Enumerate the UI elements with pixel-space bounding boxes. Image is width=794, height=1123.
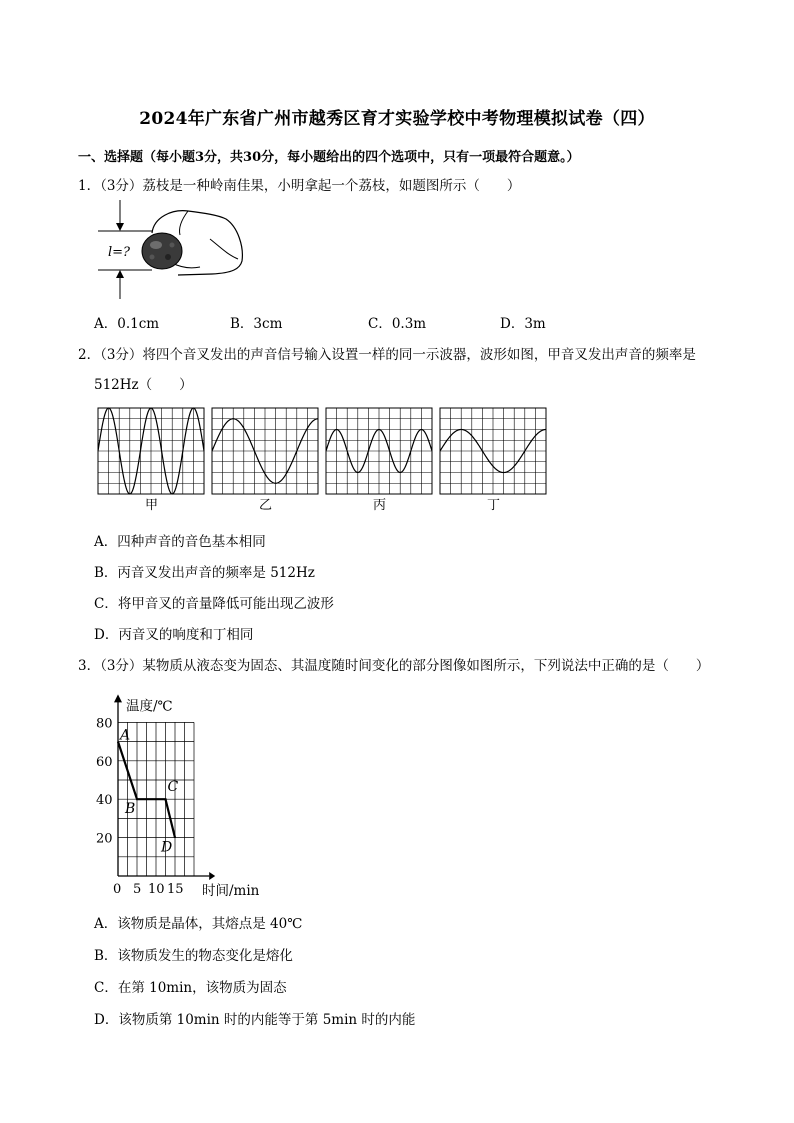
finger-line [179, 211, 188, 235]
q1-option-a: A．0.1cm [94, 316, 160, 332]
y-tick-40: 40 [96, 793, 113, 809]
q3-temperature-chart [80, 680, 370, 905]
q1-option-b: B．3cm [230, 316, 283, 332]
x-axis-label: 时间/min [202, 883, 260, 899]
x-tick-0: 0 [113, 882, 122, 897]
top-arrowhead [116, 223, 124, 231]
q1-option-d: D．3m [500, 316, 546, 332]
q3-stem: 3．（3分）某物质从液态变为固态、其温度随时间变化的部分图像如图所示，下列说法中正确的是（ ） [78, 658, 710, 674]
q2-stem-line1: 2．（3分）将四个音叉发出的声音信号输入设置一样的同一示波器，波形如图，甲音叉发出声音的频率是 [78, 347, 696, 363]
y-tick-60: 60 [96, 754, 113, 770]
q2-waveforms-figure [90, 400, 560, 520]
waveform-label-3: 丙 [373, 498, 387, 513]
q3-option-d: D．该物质第 10min 时的内能等于第 5min 时的内能 [94, 1012, 416, 1028]
oscilloscope-panel-2 [212, 408, 318, 513]
waveform-label-4: 丁 [487, 498, 501, 513]
q2-option-b: B．丙音叉发出声音的频率是 512Hz [94, 565, 315, 581]
waveform-label-1: 甲 [145, 498, 159, 513]
q3-option-a: A．该物质是晶体，其熔点是 40℃ [94, 916, 303, 932]
q1-litchi-figure [92, 195, 257, 305]
q3-option-b: B．该物质发生的物态变化是熔化 [94, 948, 293, 964]
y-tick-20: 20 [96, 831, 113, 847]
q3-option-c: C．在第 10min，该物质为固态 [94, 980, 287, 996]
waveform-label-2: 乙 [259, 498, 273, 513]
oscilloscope-panel-1 [98, 408, 204, 513]
oscilloscope-panel-3 [326, 408, 432, 513]
x-tick-10: 10 [148, 882, 165, 897]
point-label-c: C [167, 779, 179, 796]
litchi-fruit [142, 233, 182, 269]
x-tick-15: 15 [167, 882, 184, 897]
bottom-arrowhead [116, 270, 124, 278]
x-axis-arrow [209, 872, 215, 880]
x-tick-5: 5 [133, 882, 142, 897]
q1-stem: 1．（3分）荔枝是一种岭南佳果，小明拿起一个荔枝，如题图所示（ ） [78, 178, 521, 194]
q2-option-d: D．丙音叉的响度和丁相同 [94, 627, 254, 643]
palm-line [210, 239, 238, 259]
q1-option-c: C．0.3m [368, 316, 427, 332]
oscilloscope-panel-4 [440, 408, 546, 513]
q2-option-c: C．将甲音叉的音量降低可能出现乙波形 [94, 596, 334, 612]
litchi-highlight [150, 241, 162, 249]
point-label-d: D [161, 839, 173, 856]
length-label: l=? [108, 245, 131, 260]
exam-title: 2024年广东省广州市越秀区育才实验学校中考物理模拟试卷（四） [139, 109, 655, 129]
q2-option-a: A．四种声音的音色基本相同 [94, 534, 266, 550]
y-tick-80: 80 [96, 716, 113, 732]
q2-stem-line2: 512Hz（ ） [94, 377, 193, 393]
point-label-a: A [120, 727, 131, 744]
point-label-b: B [125, 801, 136, 818]
y-axis-label: 温度/℃ [126, 698, 173, 715]
section-heading: 一、选择题（每小题3分，共30分，每小题给出的四个选项中，只有一项最符合题意。） [78, 150, 580, 165]
y-axis-arrow [114, 694, 122, 702]
